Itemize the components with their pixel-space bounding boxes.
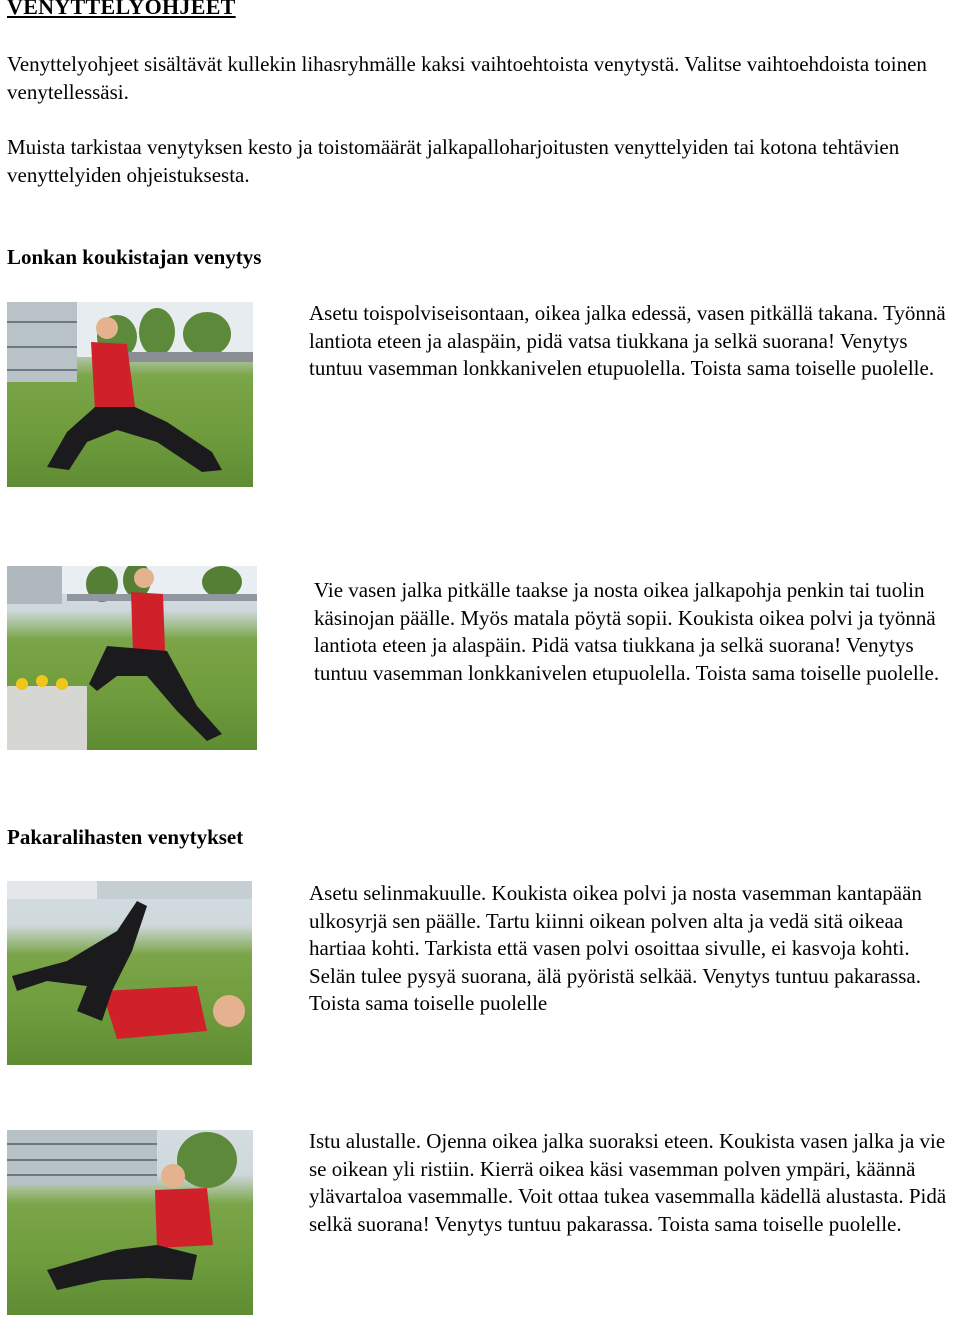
standing-hip-flexor-stretch-photo [7, 566, 257, 750]
exercise-text-hip-flexor-2: Vie vasen jalka pitkälle taakse ja nosta oikea jalkapohja penkin tai tuolin käsinojan päälle. Myös matala pöytä sopii. Koukista oikea polvi ja työnnä lantiota eteen ja alaspäin. Pidä vatsa tiukkana ja selkä suorana! Venytys tuntuu vasemman lonkkanivelen etupuolella. Toista sama toiselle puolelle. [314, 578, 940, 685]
intro-paragraph-1: Venyttelyohjeet sisältävät kullekin lihasryhmälle kaksi vaihtoehtoista venytystä. Valitse vaihtoehdoista toinen venytellessäsi. [7, 52, 927, 104]
section-heading-glutes: Pakaralihasten venytykset [7, 825, 244, 849]
intro-paragraph-2: Muista tarkistaa venytyksen kesto ja toistomäärät jalkapalloharjoitusten venyttelyiden tai kotona tehtävien venyttelyiden ohjeistuksesta. [7, 135, 900, 187]
exercise-text-hip-flexor-1: Asetu toispolviseisontaan, oikea jalka edessä, vasen pitkällä takana. Työnnä lantiota eteen ja alaspäin, pidä vatsa tiukkana ja selkä suorana! Venytys tuntuu vasemman lonkkanivelen etupuolella. Toista sama toiselle puolelle. [309, 301, 946, 380]
exercise-text-glutes-1: Asetu selinmakuulle. Koukista oikea polvi ja nosta vasemman kantapään ulkosyrjä sen päälle. Tartu kiinni oikean polven alta ja vedä sitä oikeaa hartiaa kohti. Tarkista että vasen polvi osoittaa sivulle, ei kasvoja kohti. Selän tulee pysyä suorana, älä pyöristä selkää. Venytys tuntuu pakarassa. Toista sama toiselle puolelle [309, 881, 922, 1015]
exercise-text-glutes-2: Istu alustalle. Ojenna oikea jalka suoraksi eteen. Koukista vasen jalka ja vie se oikean yli ristiin. Kierrä oikea käsi vasemman polven ympäri, käännä ylävartaloa vasemmalle. Voit ottaa tukea vasemmalla kädellä alustasta. Pidä selkä suorana! Venytys tuntuu pakarassa. Toista sama toiselle puolelle. [309, 1129, 947, 1236]
document-title: VENYTTELYOHJEET [7, 0, 236, 19]
lying-glute-stretch-photo [7, 881, 252, 1065]
kneeling-hip-flexor-stretch-photo [7, 302, 253, 487]
seated-glute-stretch-photo [7, 1130, 253, 1315]
section-heading-hip-flexor: Lonkan koukistajan venytys [7, 245, 262, 269]
